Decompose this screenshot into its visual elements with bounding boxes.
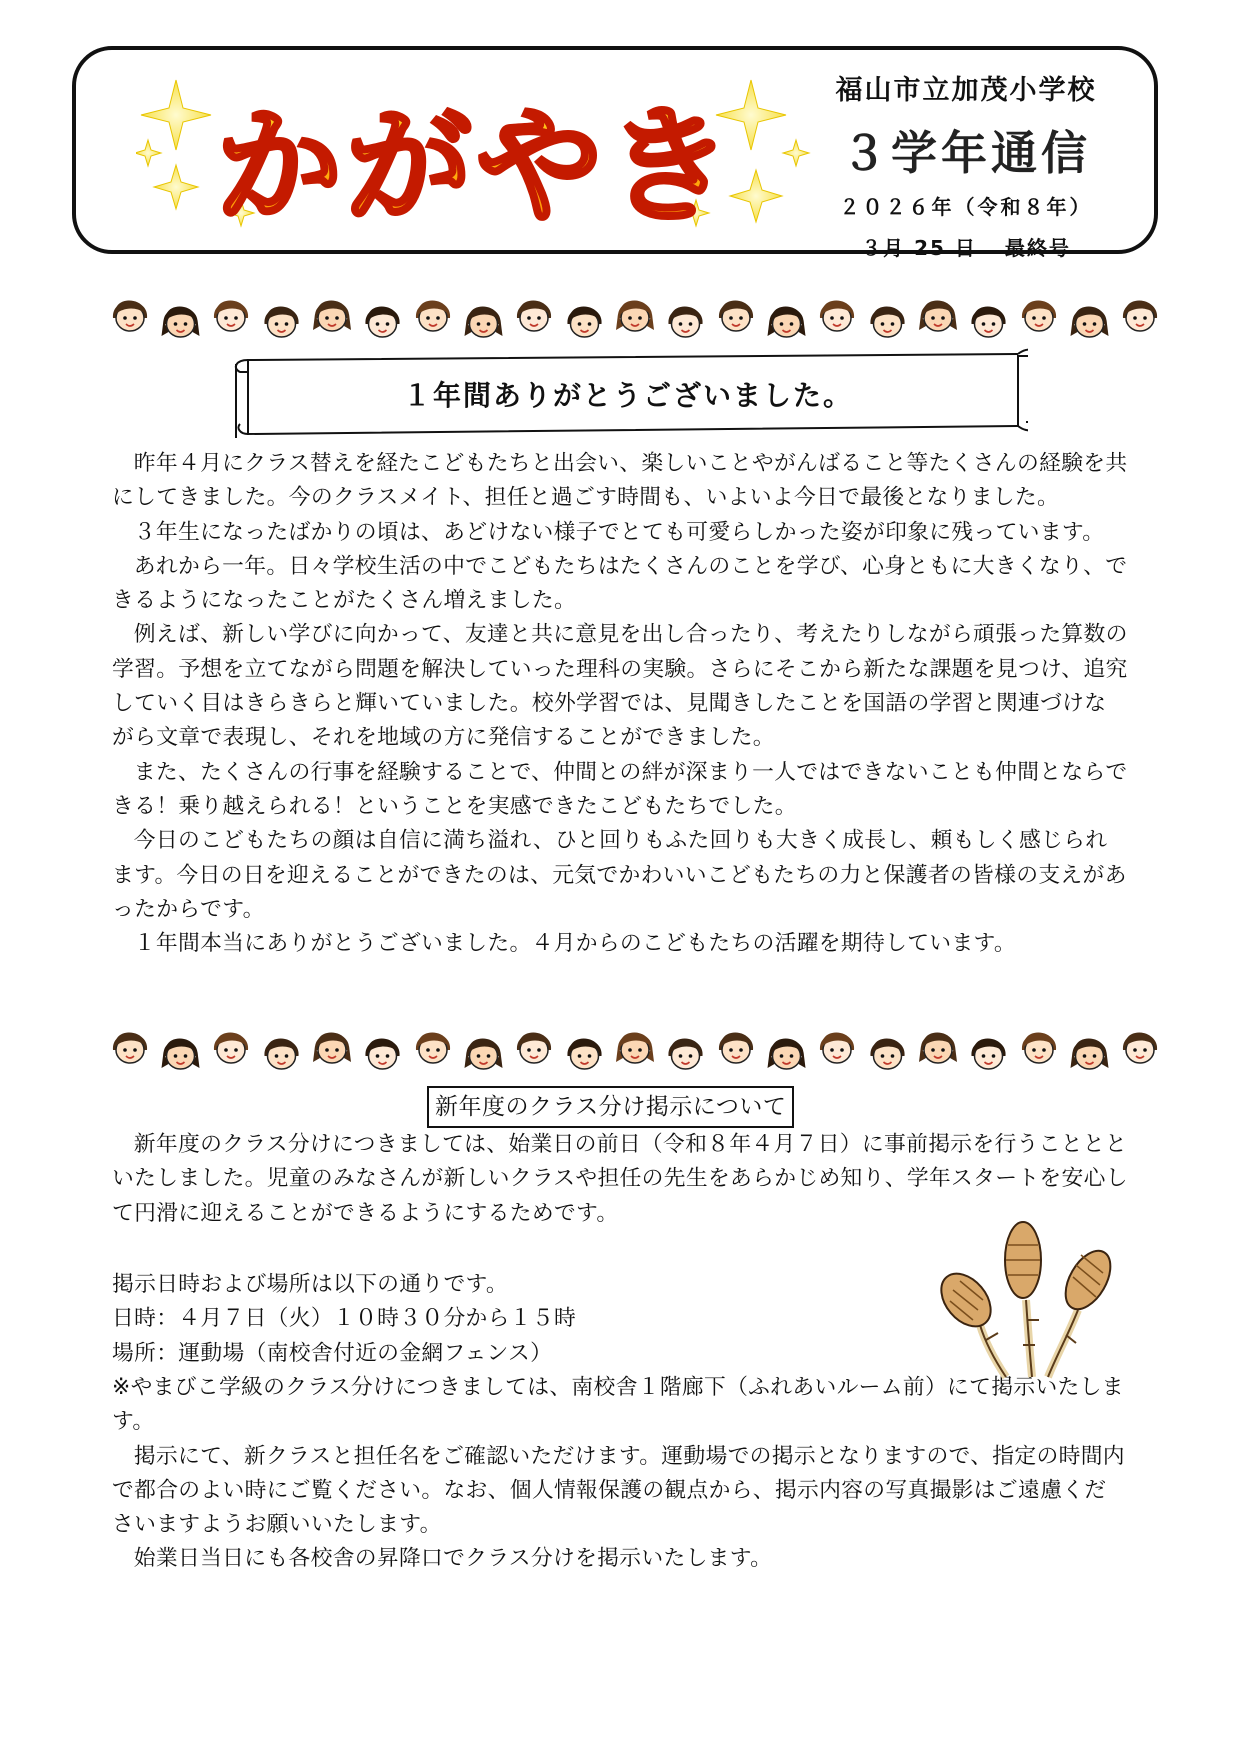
child-face-icon [313, 301, 351, 332]
posting-details [112, 1268, 892, 1371]
paragraph: 昨年４月にクラス替えを経たこどもたちと出会い、楽しいことやがんばること等たくさんの経験を共にしてきました。今のクラスメイト、担任と過ごす時間も、いよいよ今日で最後となりました。 [112, 451, 1128, 511]
child-face-icon [264, 1039, 298, 1070]
school-info [806, 68, 1126, 261]
paragraph: 掲示にて、新クラスと担任名をご確認いただけます。運動場での掲示となりますので、指定の時間内で都合のよい時にご覧ください。なお、個人情報保護の観点から、掲示内容の写真撮影はご遠慮くださいますようお願いいたします。 [112, 1443, 1125, 1538]
newsletter-name: ３学年通信 [841, 126, 1091, 180]
child-face-icon [870, 1039, 904, 1070]
child-face-icon [1022, 301, 1056, 332]
child-face-icon [1071, 1039, 1109, 1070]
child-face-icon [919, 301, 957, 332]
posting-notes [112, 1371, 1128, 1577]
child-face-icon [971, 307, 1005, 338]
scroll-banner [228, 342, 1028, 442]
child-face-icon [517, 1033, 551, 1064]
paragraph: また、たくさんの行事を経験することで、仲間との絆が深まり一人ではできないことも仲間とならできる！乗り越えられる！ということを実感できたこどもたちでした。 [112, 759, 1128, 819]
issue-date: ３月 25 日 [861, 236, 977, 260]
child-face-icon [465, 307, 503, 338]
class-assignment-heading: 新年度のクラス分け掲示について [427, 1086, 794, 1128]
child-face-icon [214, 1033, 248, 1064]
child-face-icon [768, 1039, 806, 1070]
details-intro: 掲示日時および場所は以下の通りです。 [112, 1272, 509, 1297]
title-art [136, 70, 816, 245]
child-face-icon [1123, 1033, 1157, 1064]
child-face-icon [517, 301, 551, 332]
child-face-icon [313, 1033, 351, 1064]
section-title: １年間ありがとうございました。 [402, 379, 853, 412]
newsletter-header [72, 46, 1158, 260]
child-face-icon [820, 1033, 854, 1064]
child-face-icon [214, 301, 248, 332]
child-face-icon [719, 301, 753, 332]
child-face-icon [465, 1039, 503, 1070]
yamabiko-note: ※やまびこ学級のクラス分けにつきましては、南校舎１階廊下（ふれあいルーム前）にて掲示いたします。 [112, 1375, 1124, 1435]
title-text: かがやき [216, 93, 736, 240]
child-face-icon [870, 307, 904, 338]
posting-location: 場所：運動場（南校舎付近の金網フェンス） [112, 1340, 553, 1366]
child-face-icon [365, 307, 399, 338]
child-face-icon [820, 301, 854, 332]
child-face-icon [616, 1033, 654, 1064]
paragraph: ３年生になったばかりの頃は、あどけない様子でとても可愛らしかった姿が印象に残っています。 [133, 519, 1105, 545]
child-face-icon [919, 1033, 957, 1064]
horsetail-illustration [928, 1205, 1118, 1380]
child-face-icon [768, 307, 806, 338]
issue-label: 最終号 [1004, 236, 1071, 260]
child-face-icon [668, 307, 702, 338]
posting-datetime: 日時：４月７日（火）１０時３０分から１５時 [112, 1306, 577, 1332]
child-face-icon [567, 307, 601, 338]
child-face-icon [971, 1039, 1005, 1070]
child-face-icon [1123, 301, 1157, 332]
children-face-border [112, 1020, 1162, 1078]
child-face-icon [264, 307, 298, 338]
child-face-icon [162, 1039, 200, 1070]
child-face-icon [1071, 307, 1109, 338]
child-face-icon [113, 301, 147, 332]
child-face-icon [1022, 1033, 1056, 1064]
paragraph: １年間本当にありがとうございました。４月からのこどもたちの活躍を期待しています。 [133, 931, 1016, 957]
school-name: 福山市立加茂小学校 [835, 75, 1097, 106]
children-face-border [112, 288, 1162, 346]
thank-you-message [112, 447, 1128, 961]
paragraph: あれから一年。日々学校生活の中でこどもたちはたくさんのことを学び、心身ともに大きくなり、できるようになったことがたくさん増えました。 [112, 553, 1128, 614]
child-face-icon [416, 1033, 450, 1064]
issue-date-line [806, 232, 1126, 261]
child-face-icon [567, 1039, 601, 1070]
paragraph: 新年度のクラス分けにつきましては、始業日の前日（令和８年４月７日）に事前掲示を行うこととといたしました。児童のみなさんが新しいクラスや担任の先生をあらかじめ知り、学年スタートを安心して円滑に迎えることができるようにするためです。 [112, 1132, 1128, 1226]
child-face-icon [162, 307, 200, 338]
child-face-icon [416, 301, 450, 332]
paragraph: 今日のこどもたちの顔は自信に満ち溢れ、ひと回りもふた回りも大きく成長し、頼もしく感じられます。今日の日を迎えることができたのは、元気でかわいいこどもたちの力と保護者の皆様の支えがあったからです。 [112, 828, 1127, 922]
year-line: ２０２６年（令和８年） [839, 195, 1093, 219]
child-face-icon [113, 1033, 147, 1064]
paragraph: 始業日当日にも各校舎の昇降口でクラス分けを掲示いたします。 [133, 1546, 773, 1572]
child-face-icon [668, 1039, 702, 1070]
paragraph: 例えば、新しい学びに向かって、友達と共に意見を出し合ったり、考えたりしながら頑張った算数の学習。予想を立てながら問題を解決していった理科の実験。さらにそこから新たな課題を見つけ、追究していく目はきらきらと輝いていました。校外学習では、見聞きしたことを国語の学習と関連づけながら文章で表現し、それを地域の方に発信することができました。 [112, 622, 1128, 751]
child-face-icon [365, 1039, 399, 1070]
child-face-icon [719, 1033, 753, 1064]
child-face-icon [616, 301, 654, 332]
